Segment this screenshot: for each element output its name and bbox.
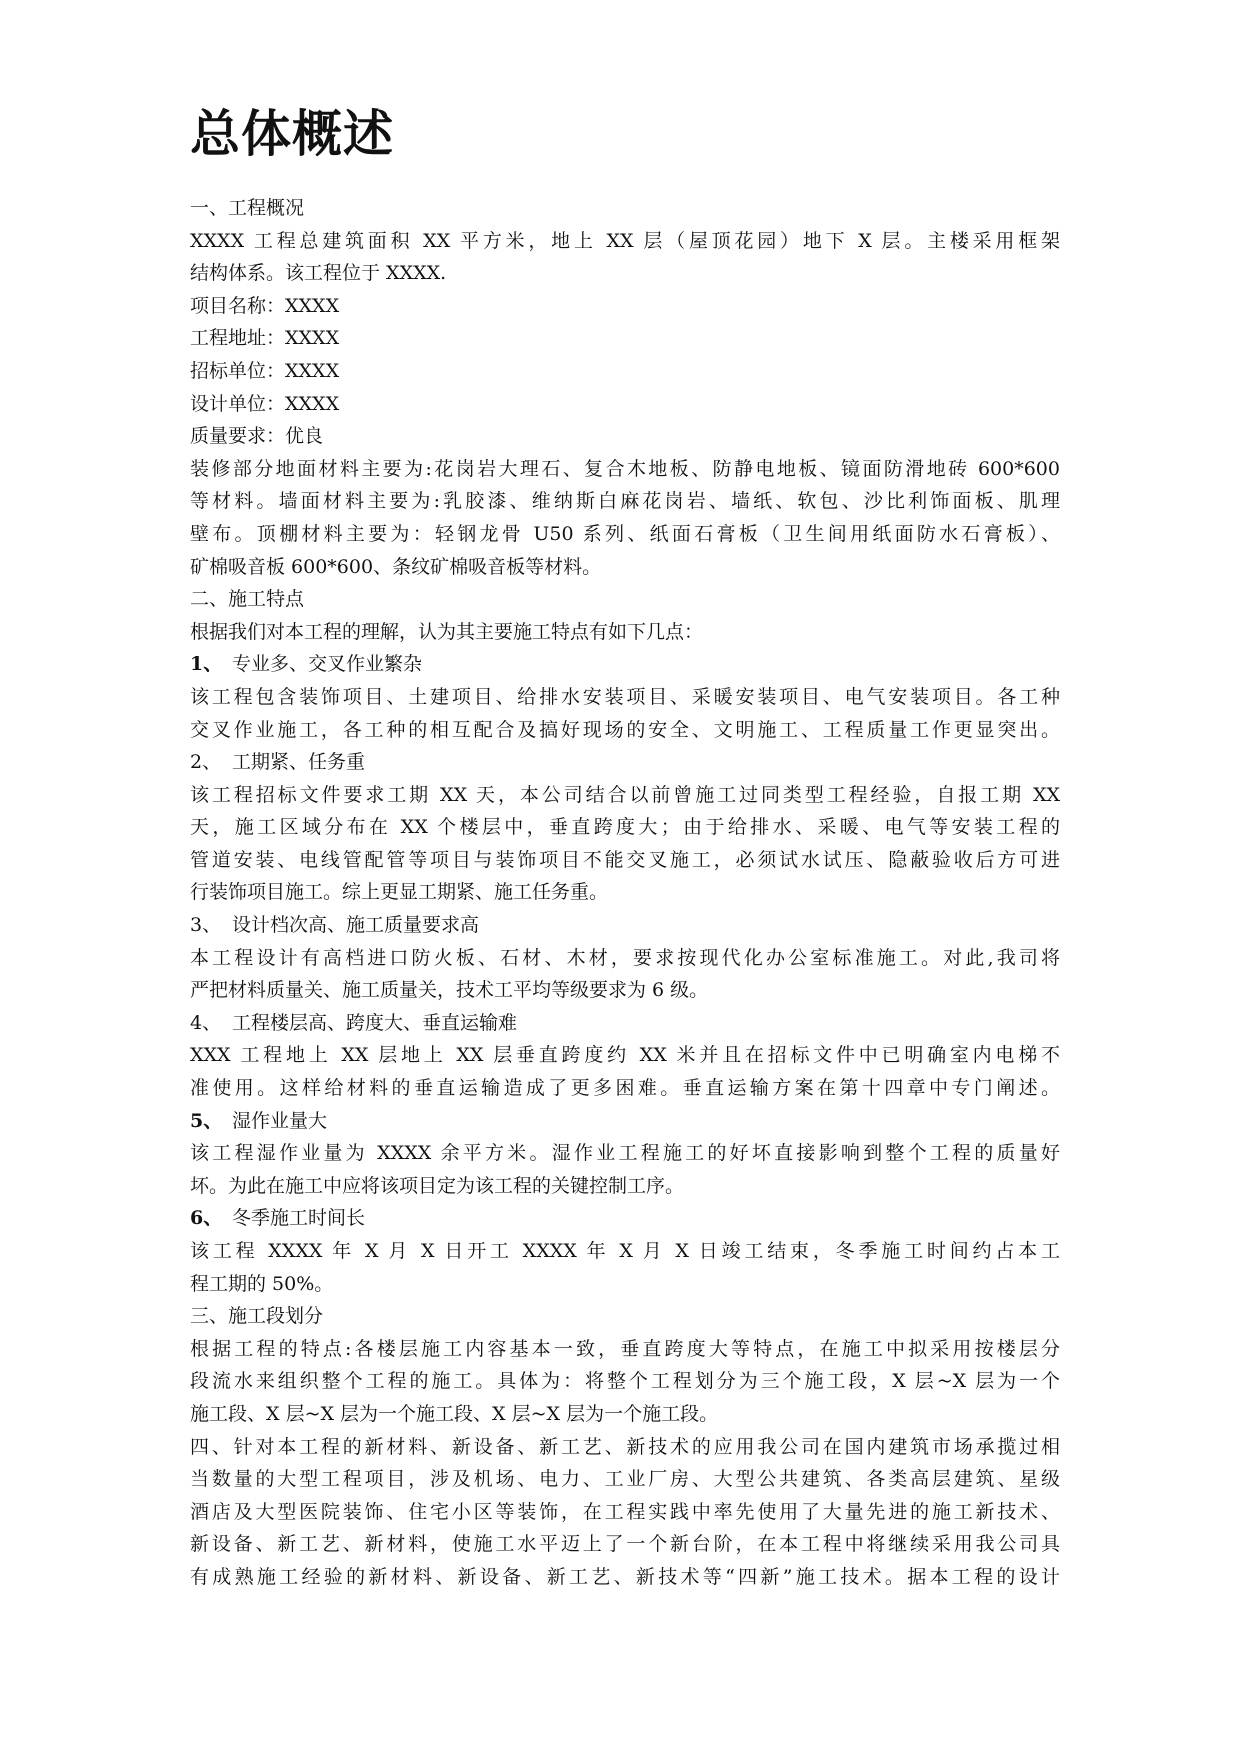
list-number: 5、: [190, 1109, 223, 1132]
text-line: 交叉作业施工，各工种的相互配合及搞好现场的安全、文明施工、工程质量工作更显突出。: [190, 718, 1060, 741]
numbered-heading: [190, 1202, 1060, 1235]
numbered-heading: [190, 909, 1060, 942]
text-line: 段流水来组织整个工程的施工。具体为：将整个工程划分为三个施工段，X 层~X 层为一个: [190, 1370, 1060, 1393]
text-line: 该工程 XXXX 年 X 月 X 日开工 XXXX 年 X 月 X 日竣工结束，冬季施工时间约占本工: [190, 1240, 1060, 1262]
list-number: 3、: [190, 914, 222, 937]
heading-text: 专业多、交叉作业繁杂: [232, 653, 423, 676]
document-title: 总体概述: [190, 105, 394, 163]
text-line: 该工程招标文件要求工期 XX 天，本公司结合以前曾施工过同类型工程经验，自报工期 XX: [190, 783, 1060, 806]
text-line: 坏。为此在施工中应将该项目定为该工程的关键控制工序。: [190, 1174, 685, 1197]
heading-text: 工期紧、任务重: [232, 751, 366, 774]
text-line: XXX 工程地上 XX 层地上 XX 层垂直跨度约 XX 米并且在招标文件中已明确室内电梯不: [190, 1044, 1060, 1067]
numbered-heading: [190, 648, 1060, 681]
text-line: 工程地址：XXXX: [190, 327, 340, 350]
document-body: [190, 98, 1060, 1594]
text-line: 根据工程的特点:各楼层施工内容基本一致，垂直跨度大等特点，在施工中拟采用按楼层分: [190, 1337, 1060, 1360]
text-line: 酒店及大型医院装饰、住宅小区等装饰，在工程实践中率先使用了大量先进的施工新技术、: [190, 1500, 1060, 1523]
text-line: 招标单位：XXXX: [190, 359, 340, 382]
text-line: 三、施工段划分: [190, 1305, 324, 1328]
text-line: 项目名称：XXXX: [190, 294, 340, 317]
text-line: 准使用。这样给材料的垂直运输造成了更多困难。垂直运输方案在第十四章中专门阐述。: [190, 1077, 1060, 1100]
list-number: 1、: [190, 653, 223, 676]
text-line: 有成熟施工经验的新材料、新设备、新工艺、新技术等“四新”施工技术。据本工程的设计: [190, 1565, 1060, 1588]
text-line: 新设备、新工艺、新材料，使施工水平迈上了一个新台阶，在本工程中将继续采用我公司具: [190, 1533, 1060, 1556]
text-line: 施工段、X 层~X 层为一个施工段、X 层~X 层为一个施工段。: [190, 1402, 719, 1425]
text-line: 结构体系。该工程位于 XXXX.: [190, 262, 447, 285]
text-line: 二、施工特点: [190, 588, 305, 611]
document-lines: [190, 192, 1060, 1594]
text-line: 该工程湿作业量为 XXXX 余平方米。湿作业工程施工的好坏直接影响到整个工程的质量好: [190, 1142, 1060, 1165]
text-line: 等材料。墙面材料主要为:乳胶漆、维纳斯白麻花岗岩、墙纸、软包、沙比利饰面板、肌理: [190, 490, 1060, 513]
text-line: 天，施工区域分布在 XX 个楼层中，垂直跨度大；由于给排水、采暖、电气等安装工程的: [190, 816, 1060, 839]
text-line: XXXX 工程总建筑面积 XX 平方米，地上 XX 层（屋顶花园）地下 X 层。主楼采用框架: [190, 229, 1060, 252]
text-line: 根据我们对本工程的理解，认为其主要施工特点有如下几点：: [190, 620, 704, 643]
text-line: 本工程设计有高档进口防火板、石材、木材，要求按现代化办公室标准施工。对此,我司将: [190, 946, 1060, 969]
text-line: 矿棉吸音板 600*600、条纹矿棉吸音板等材料。: [190, 555, 602, 578]
text-line: 质量要求：优良: [190, 425, 324, 448]
heading-text: 工程楼层高、跨度大、垂直运输难: [232, 1011, 518, 1034]
text-line: 程工期的 50%。: [190, 1272, 334, 1295]
numbered-heading: [190, 1007, 1060, 1040]
list-number: 6、: [190, 1207, 223, 1230]
list-number: 2、: [190, 751, 222, 774]
heading-text: 设计档次高、施工质量要求高: [232, 914, 480, 937]
numbered-heading: [190, 746, 1060, 779]
text-line: 装修部分地面材料主要为:花岗岩大理石、复合木地板、防静电地板、镜面防滑地砖 600*600: [190, 457, 1060, 480]
text-line: 当数量的大型工程项目，涉及机场、电力、工业厂房、大型公共建筑、各类高层建筑、星级: [190, 1468, 1060, 1491]
text-line: 该工程包含装饰项目、土建项目、给排水安装项目、采暖安装项目、电气安装项目。各工种: [190, 685, 1060, 708]
text-line: 设计单位：XXXX: [190, 392, 340, 415]
numbered-heading: [190, 1105, 1060, 1138]
text-line: 一、工程概况: [190, 197, 305, 219]
text-line: 行装饰项目施工。综上更显工期紧、施工任务重。: [190, 881, 609, 904]
text-line: 四、针对本工程的新材料、新设备、新工艺、新技术的应用我公司在国内建筑市场承揽过相: [190, 1435, 1060, 1458]
text-line: 壁布。顶棚材料主要为：轻钢龙骨 U50 系列、纸面石膏板（卫生间用纸面防水石膏板）、: [190, 522, 1060, 545]
text-line: 严把材料质量关、施工质量关，技术工平均等级要求为 6 级。: [190, 979, 709, 1002]
heading-text: 湿作业量大: [232, 1109, 328, 1132]
heading-text: 冬季施工时间长: [232, 1207, 366, 1230]
list-number: 4、: [190, 1011, 222, 1034]
text-line: 管道安装、电线管配管等项目与装饰项目不能交叉施工，必须试水试压、隐蔽验收后方可进: [190, 848, 1060, 871]
